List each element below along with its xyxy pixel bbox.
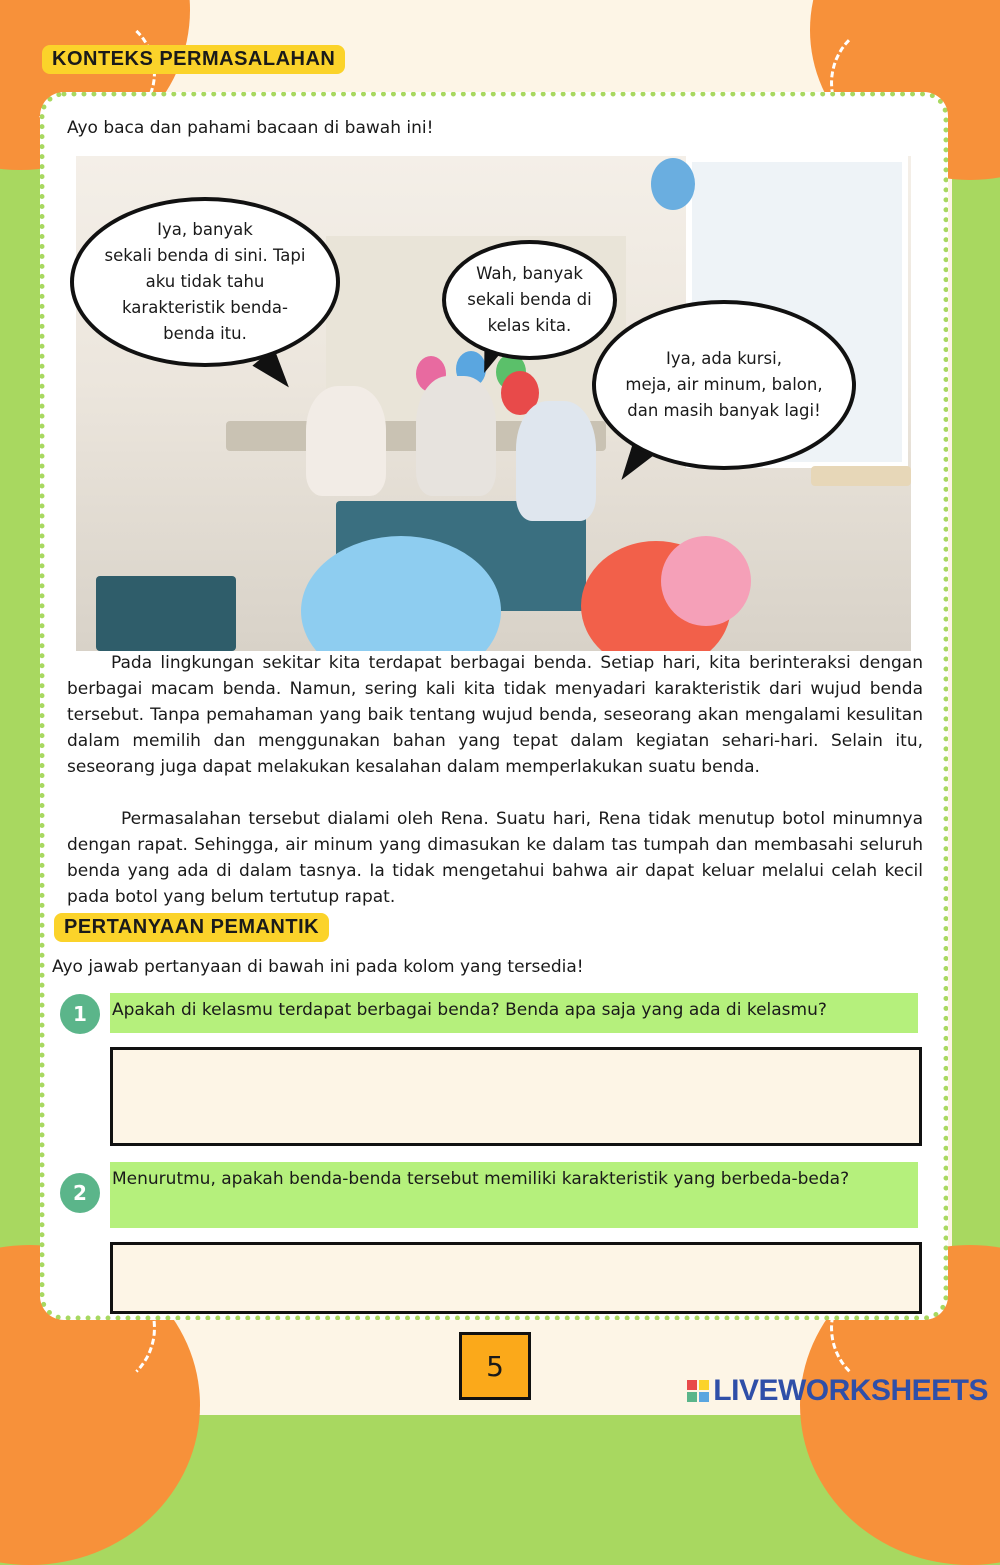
question-2: Menurutmu, apakah benda-benda tersebut memiliki karakteristik yang berbeda-beda? xyxy=(110,1162,918,1228)
question-1: Apakah di kelasmu terdapat berbagai benda? Benda apa saja yang ada di kelasmu? xyxy=(110,993,918,1033)
section-label-context: KONTEKS PERMASALAHAN xyxy=(42,45,345,74)
answer-field-1[interactable] xyxy=(110,1047,922,1146)
speech-bubble-girl: Iya, banyak sekali benda di sini. Tapi aku tidak tahu karakteristik benda- benda itu. xyxy=(70,197,340,367)
liveworksheets-brand[interactable] xyxy=(687,1374,988,1408)
answer-field-2[interactable] xyxy=(110,1242,922,1314)
answer-instruction: Ayo jawab pertanyaan di bawah ini pada kolom yang tersedia! xyxy=(52,957,584,977)
section-label-questions: PERTANYAAN PEMANTIK xyxy=(54,913,329,942)
brand-name: LIVEWORKSHEETS xyxy=(713,1374,988,1407)
paragraph-1: Pada lingkungan sekitar kita terdapat berbagai benda. Setiap hari, kita berinteraksi dengan berbagai macam benda. Namun, sering kali kita tidak menyadari karakteristik dari wujud benda tersebut. Tanpa pemahaman yang baik tentang wujud benda, seseorang akan mengalami kesulitan dalam memilih dan menggunakan bahan yang tepat dalam kegiatan sehari-hari. Selain itu, seseorang juga dapat melakukan kesalahan dalam memperlakukan suatu benda. xyxy=(67,653,923,777)
question-number-2: 2 xyxy=(60,1173,100,1213)
paragraph-2: Permasalahan tersebut dialami oleh Rena. Suatu hari, Rena tidak menutup botol minumnya dengan rapat. Sehingga, air minum yang dimasukan ke dalam tas tumpah dan membasahi seluruh benda yang ada di dalam tasnya. Ia tidak mengetahui bahwa air dapat keluar melalui celah kecil pada botol yang belum tertutup rapat. xyxy=(67,809,923,907)
question-number-1: 1 xyxy=(60,994,100,1034)
speech-bubble-boy-center: Wah, banyak sekali benda di kelas kita. xyxy=(442,240,617,360)
speech-bubble-boy-right: Iya, ada kursi, meja, air minum, balon, dan masih banyak lagi! xyxy=(592,300,856,470)
page-number: 5 xyxy=(459,1332,531,1400)
reading-instruction: Ayo baca dan pahami bacaan di bawah ini! xyxy=(67,118,434,138)
liveworksheets-logo-icon xyxy=(687,1380,709,1402)
